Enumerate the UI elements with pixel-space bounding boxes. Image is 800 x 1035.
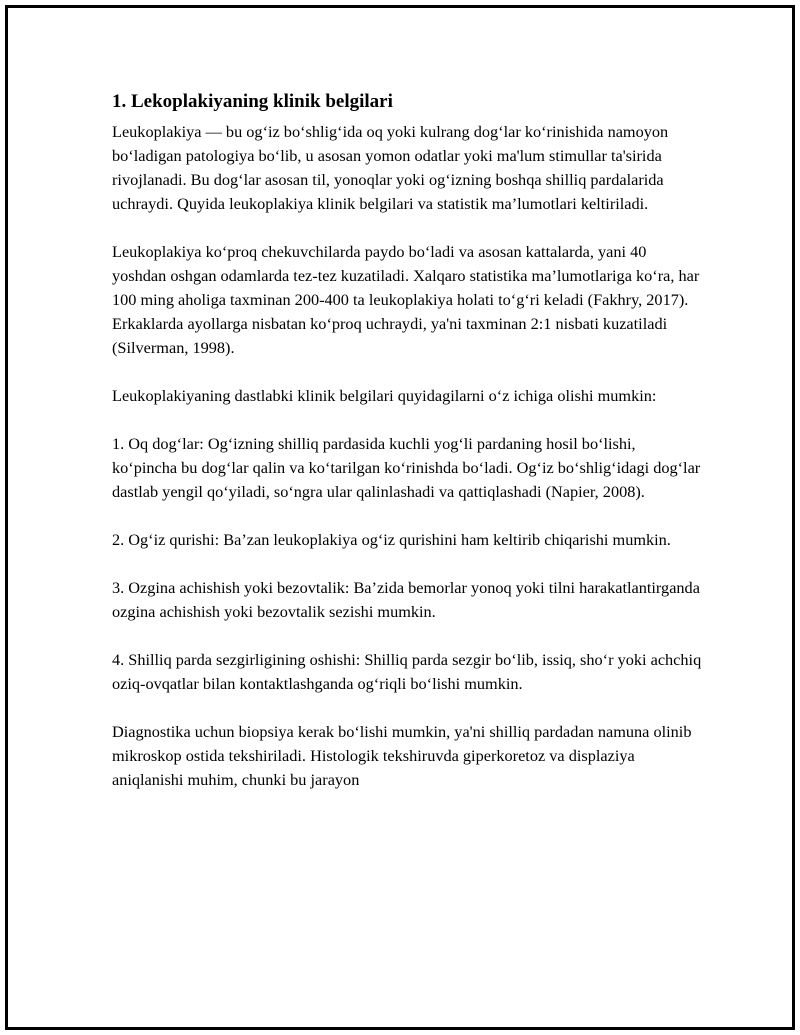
paragraph-sign-sensitivity: 4. Shilliq parda sezgirligining oshishi: Shilliq parda sezgir bo‘lib, issiq, sho‘r yoki achchiq oziq-ovqatlar bilan kontaktlashganda og‘riqli bo‘lishi mumkin. xyxy=(112,650,702,693)
paragraph-sign-dry-mouth: 2. Og‘iz qurishi: Ba’zan leukoplakiya og‘iz qurishini ham keltirib chiqarishi mumkin. xyxy=(112,530,671,549)
paragraph-statistics: Leukoplakiya ko‘proq chekuvchilarda paydo bo‘ladi va asosan kattalarda, yani 40 yoshdan oshgan odamlarda tez-tez kuzatiladi. Xalqaro statistika ma’lumotlariga ko‘ra, har 100 ming aholiga taxminan 200-400 ta leukoplakiya holati to‘g‘ri keladi (Fakhry, 2017). Erkaklarda ayollarga nisbatan ko‘proq uchraydi, ya'ni taxminan 2:1 nisbati kuzatiladi (Silverman, 1998). xyxy=(112,242,700,357)
paragraph-sign-burning: 3. Ozgina achishish yoki bezovtalik: Ba’zida bemorlar yonoq yoki tilni harakatlantirganda ozgina achishish yoki bezovtalik sezishi mumkin. xyxy=(112,578,700,621)
paragraph-diagnostics: Diagnostika uchun biopsiya kerak bo‘lishi mumkin, ya'ni shilliq pardadan namuna olinib mikroskop ostida tekshiriladi. Histologik tekshiruvda giperkoretoz va displaziya aniqlanishi muhim, chunki bu jarayon xyxy=(112,722,692,789)
paragraph-intro: Leukoplakiya — bu og‘iz bo‘shlig‘ida oq yoki kulrang dog‘lar ko‘rinishida namoyon bo‘ladigan patologiya bo‘lib, u asosan yomon odatlar yoki ma'lum stimullar ta'sirida rivojlanadi. Bu dog‘lar asosan til, yonoqlar yoki og‘izning boshqa shilliq pardalarida uchraydi. Quyida leukoplakiya klinik belgilari va statistik ma’lumotlari keltiriladi. xyxy=(112,122,669,213)
paragraph-sign-white-patches: 1. Oq dog‘lar: Og‘izning shilliq pardasida kuchli yog‘li pardaning hosil bo‘lishi, ko‘pincha bu dog‘lar qalin va ko‘tarilgan ko‘rinishda bo‘ladi. Og‘iz bo‘shlig‘idagi dog‘lar dastlab yengil qo‘yiladi, so‘ngra ular qalinlashadi va qattiqlashadi (Napier, 2008). xyxy=(112,434,701,501)
document-body xyxy=(112,88,702,792)
section-title: 1. Lekoplakiyaning klinik belgilari xyxy=(112,91,393,112)
paragraph-early-signs: Leukoplakiyaning dastlabki klinik belgilari quyidagilarni o‘z ichiga olishi mumkin: xyxy=(112,386,657,405)
